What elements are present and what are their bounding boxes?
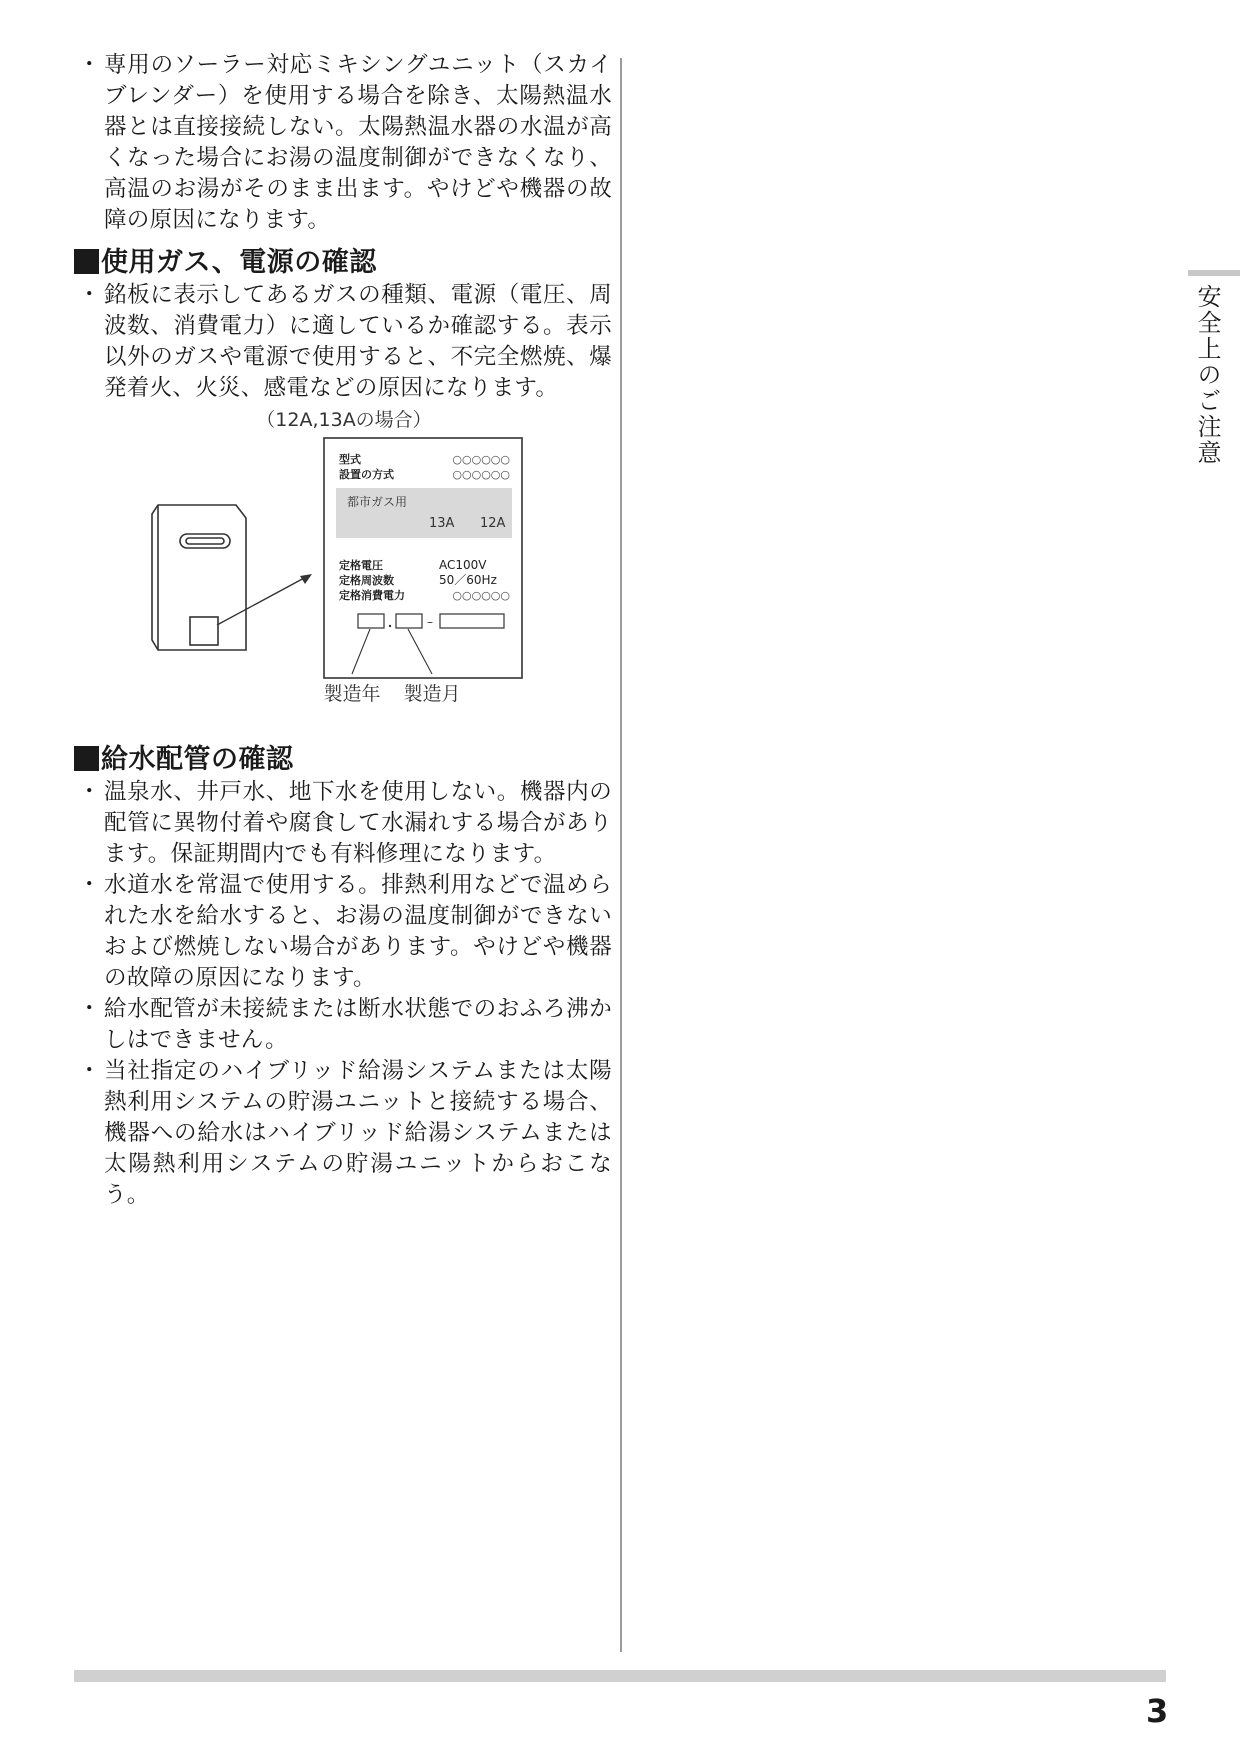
list-item: ・ 専用のソーラー対応ミキシングユニット（スカイブレンダー）を使用する場合を除き、太陽熱温水器とは直接接続しない。太陽熱温水器の水温が高くなった場合にお湯の温度制御ができなくなり、高温のお湯がそのまま出ます。やけどや機器の故障の原因になります。 (74, 50, 612, 236)
list-item: ・ 銘板に表示してあるガスの種類、電源（電圧、周波数、消費電力）に適しているか確認する。表示以外のガスや電源で使用すると、不完全燃焼、爆発着火、火災、感電などの原因になります。 (74, 280, 612, 404)
plate-label: 定格消費電力 (339, 589, 405, 602)
plate-value: AC100V (439, 558, 487, 572)
main-column (74, 50, 612, 1211)
side-tab-label: 安全上のご注意 (1193, 284, 1221, 466)
nameplate-diagram (74, 410, 612, 735)
plate-value: ○○○○○○ (452, 453, 510, 466)
plate-label: 型式 (339, 453, 361, 466)
side-tab-marker (1188, 270, 1240, 276)
plate-label: 設置の方式 (339, 468, 394, 481)
section-heading-water-supply: 給水配管の確認 (74, 743, 612, 777)
separator-dot (389, 625, 391, 627)
plate-label: 定格電圧 (339, 559, 383, 572)
column-divider (620, 58, 622, 1652)
serial-dash: – (427, 615, 433, 629)
page-number: 3 (1146, 1692, 1169, 1730)
plate-label: 定格周波数 (339, 574, 394, 587)
square-bullet-icon (74, 249, 99, 274)
label-manufacture-year: 製造年 (323, 683, 381, 705)
square-bullet-icon (74, 746, 99, 771)
list-item: ・ 水道水を常温で使用する。排熱利用などで温められた水を給水すると、お湯の温度制御ができないおよび燃焼しない場合があります。やけどや機器の故障の原因になります。 (74, 870, 612, 994)
diagram-caption: （12A,13Aの場合） (256, 410, 432, 431)
plate-value: ○○○○○○ (452, 589, 510, 602)
list-item: ・ 給水配管が未接続または断水状態でのおふろ沸かしはできません。 (74, 994, 612, 1056)
gas-type-value: 13A (429, 516, 455, 531)
nameplate-illustration (74, 410, 612, 735)
gas-type-value: 12A (480, 516, 506, 531)
list-item: ・ 温泉水、井戸水、地下水を使用しない。機器内の配管に異物付着や腐食して水漏れする場合があります。保証期間内でも有料修理になります。 (74, 777, 612, 870)
footer-bar (74, 1670, 1166, 1682)
gas-type-label: 都市ガス用 (347, 495, 408, 509)
water-heater-icon (152, 505, 246, 650)
section-heading-gas-power: 使用ガス、電源の確認 (74, 246, 612, 280)
plate-value: ○○○○○○ (452, 468, 510, 481)
plate-value: 50／60Hz (439, 573, 497, 587)
list-item: ・ 当社指定のハイブリッド給湯システムまたは太陽熱利用システムの貯湯ユニットと接続する場合、機器への給水はハイブリッド給湯システムまたは太陽熱利用システムの貯湯ユニットからおこなう。 (74, 1056, 612, 1211)
label-manufacture-month: 製造月 (403, 683, 461, 705)
